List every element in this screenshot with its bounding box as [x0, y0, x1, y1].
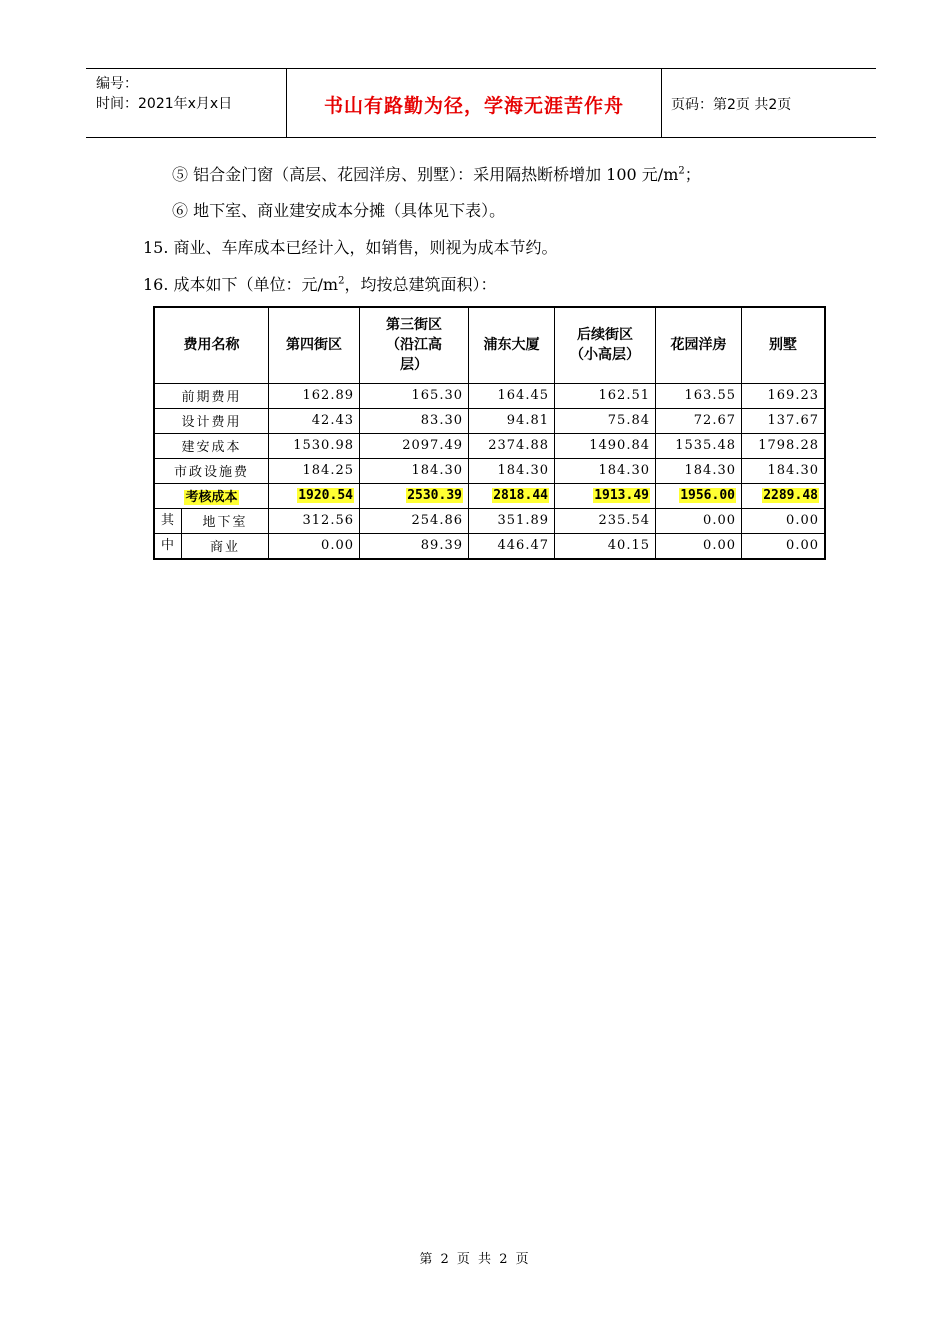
header-col-4-line-1: 后续街区 — [577, 327, 633, 344]
item-16-tail: ，均按总建筑面积）： — [344, 275, 497, 294]
cell: 0.00 — [656, 533, 742, 559]
highlight-mark: 2289.48 — [763, 488, 818, 503]
cell: 351.89 — [469, 508, 555, 533]
header-col-2-line-1: 第三街区 — [386, 317, 442, 334]
cell: 184.25 — [269, 458, 360, 483]
cell: 169.23 — [742, 383, 826, 408]
cell: 75.84 — [555, 408, 656, 433]
header-col-2-line-3: 层） — [400, 357, 428, 374]
header-page-cell — [661, 69, 876, 137]
page-header — [86, 68, 876, 138]
header-col-6: 别墅 — [742, 307, 826, 383]
highlight-mark: 考核成本 — [185, 490, 238, 505]
cost-table — [153, 306, 826, 560]
cell: 162.89 — [269, 383, 360, 408]
header-col-4-line-2: （小高层） — [570, 347, 640, 364]
cell: 312.56 — [269, 508, 360, 533]
cell: 1490.84 — [555, 433, 656, 458]
cell — [469, 483, 555, 508]
cell: 2097.49 — [360, 433, 469, 458]
highlight-mark: 2530.39 — [407, 488, 462, 503]
table-row — [154, 458, 825, 483]
row-label: 市政设施费 — [154, 458, 269, 483]
highlight-mark: 1913.49 — [594, 488, 649, 503]
header-col-1: 第四街区 — [269, 307, 360, 383]
time-label: 时间：2021年x月x日 — [96, 96, 233, 112]
header-motto-cell — [286, 69, 662, 137]
cell: 163.55 — [656, 383, 742, 408]
item-15-paragraph: 15. 商业、车库成本已经计入，如销售，则视为成本节约。 — [143, 238, 558, 257]
header-col-4 — [555, 307, 656, 383]
row-label: 地下室 — [182, 508, 269, 533]
cell: 1798.28 — [742, 433, 826, 458]
item-6-paragraph: ⑥ 地下室、商业建安成本分摊（具体见下表）。 — [172, 201, 506, 220]
cell: 137.67 — [742, 408, 826, 433]
cell: 0.00 — [742, 533, 826, 559]
table-row — [154, 433, 825, 458]
header-col-2-line-2: （沿江高 — [386, 337, 442, 354]
header-name: 费用名称 — [154, 307, 269, 383]
cell: 72.67 — [656, 408, 742, 433]
cell — [269, 483, 360, 508]
highlight-mark: 1920.54 — [298, 488, 353, 503]
highlight-mark: 1956.00 — [680, 488, 735, 503]
qizhong-label-1: 其 — [154, 508, 182, 533]
page-footer: 第 2 页 共 2 页 — [419, 1252, 531, 1267]
serial-label: 编号： — [96, 76, 138, 92]
header-col-3: 浦东大厦 — [469, 307, 555, 383]
header-col-5: 花园洋房 — [656, 307, 742, 383]
cell: 0.00 — [269, 533, 360, 559]
item-5-text: ⑤ 铝合金门窗（高层、花园洋房、别墅）：采用隔热断桥增加 100 元/m — [172, 165, 679, 184]
item-5-paragraph — [172, 162, 701, 185]
cell: 42.43 — [269, 408, 360, 433]
cell — [742, 483, 826, 508]
table-row — [154, 533, 825, 559]
qizhong-label-2: 中 — [154, 533, 182, 559]
header-meta-cell — [86, 69, 286, 137]
cell: 2374.88 — [469, 433, 555, 458]
cell: 0.00 — [742, 508, 826, 533]
cell — [555, 483, 656, 508]
item-16-superscript: 2 — [338, 275, 345, 287]
cell: 184.30 — [360, 458, 469, 483]
table-row — [154, 408, 825, 433]
page-info: 页码：第2页 共2页 — [671, 97, 792, 113]
table-header-row — [154, 307, 825, 383]
cell — [360, 483, 469, 508]
cell: 89.39 — [360, 533, 469, 559]
cell: 0.00 — [656, 508, 742, 533]
row-label: 前期费用 — [154, 383, 269, 408]
highlight-mark: 2818.44 — [493, 488, 548, 503]
cell: 184.30 — [742, 458, 826, 483]
cell: 1535.48 — [656, 433, 742, 458]
cell: 165.30 — [360, 383, 469, 408]
item-5-tail: ； — [684, 165, 701, 184]
row-label: 商业 — [182, 533, 269, 559]
row-label — [154, 483, 269, 508]
item-16-text: 16. 成本如下（单位：元/m — [143, 275, 339, 294]
motto-text: 书山有路勤为径，学海无涯苦作舟 — [323, 95, 624, 117]
item-16-paragraph — [143, 272, 497, 295]
highlighted-row — [154, 483, 825, 508]
item-5-superscript: 2 — [678, 165, 685, 177]
cell: 235.54 — [555, 508, 656, 533]
row-label: 建安成本 — [154, 433, 269, 458]
cell: 164.45 — [469, 383, 555, 408]
cell: 40.15 — [555, 533, 656, 559]
cell: 184.30 — [555, 458, 656, 483]
row-label: 设计费用 — [154, 408, 269, 433]
cell: 254.86 — [360, 508, 469, 533]
cell — [656, 483, 742, 508]
cell: 1530.98 — [269, 433, 360, 458]
cell: 184.30 — [656, 458, 742, 483]
header-col-2 — [360, 307, 469, 383]
table-row — [154, 383, 825, 408]
table-row — [154, 508, 825, 533]
cell: 94.81 — [469, 408, 555, 433]
cell: 446.47 — [469, 533, 555, 559]
cell: 162.51 — [555, 383, 656, 408]
cell: 184.30 — [469, 458, 555, 483]
cell: 83.30 — [360, 408, 469, 433]
